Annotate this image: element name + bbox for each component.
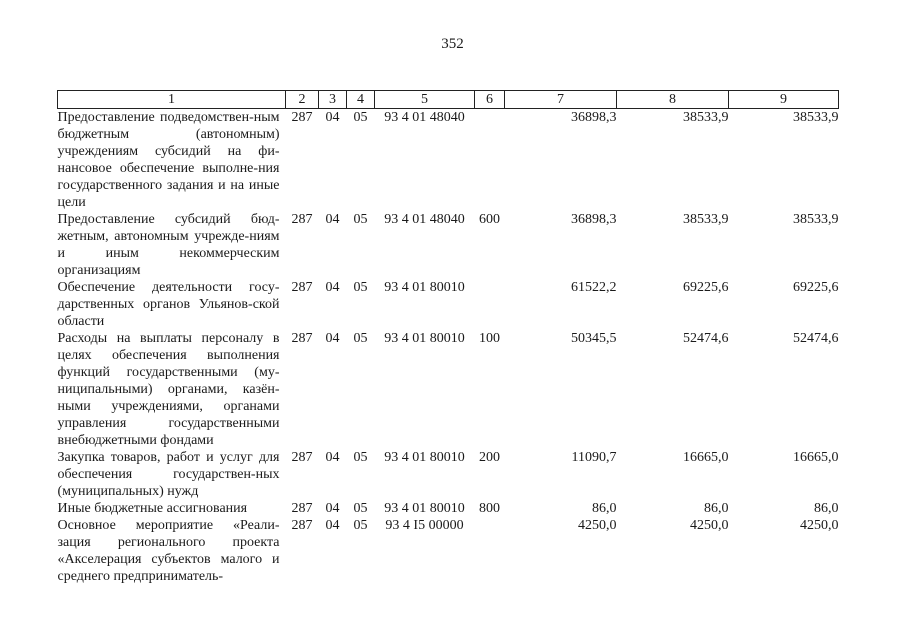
row-name: Предоставление подведомствен-ным бюджетным (автономным) учреждениям субсидий на фи-нансовое обеспечение выполне-ния государственного задания и на иные цели: [57, 110, 280, 210]
table-row: [58, 211, 839, 279]
cell-section: 04: [325, 280, 340, 295]
cell-value-7: 36898,3: [571, 212, 617, 227]
cell-value-7: 50345,5: [571, 331, 617, 346]
table-row: [58, 517, 839, 585]
table-row: [58, 279, 839, 330]
cell-expense-type: 100: [479, 331, 500, 346]
table-row: [58, 500, 839, 517]
row-name: Предоставление субсидий бюд-жетным, автономным учрежде-ниям и иным некоммерческим организациям: [57, 212, 280, 278]
cell-subsection: 05: [353, 110, 368, 125]
row-name: Закупка товаров, работ и услуг для обеспечения государствен-ных (муниципальных) нужд: [57, 450, 280, 499]
column-header: 7: [505, 91, 617, 109]
cell-expense-type: [475, 279, 505, 330]
cell-section: 04: [325, 518, 340, 533]
column-header: 3: [319, 91, 347, 109]
cell-value-9: 38533,9: [793, 212, 839, 227]
cell-ministry: 287: [291, 331, 313, 346]
cell-value-7: 4250,0: [578, 518, 617, 533]
cell-value-9: 4250,0: [800, 518, 839, 533]
row-name: Иные бюджетные ассигнования: [57, 501, 248, 516]
table-header-row: [58, 91, 839, 109]
cell-value-8: 86,0: [704, 501, 729, 516]
cell-value-7: 86,0: [592, 501, 617, 516]
cell-section: 04: [325, 450, 340, 465]
row-name: Расходы на выплаты персоналу в целях обеспечения выполнения функций государственными (му-ниципальными) органами, казён-ными учреждениями, органами управления государственными внебюджетными фондами: [57, 331, 280, 448]
cell-value-8: 4250,0: [690, 518, 729, 533]
cell-target-article: 93 4 01 80010: [384, 331, 465, 346]
cell-value-8: 38533,9: [683, 212, 729, 227]
cell-subsection: 05: [353, 501, 368, 516]
column-header: 1: [58, 91, 286, 109]
table-row: [58, 109, 839, 212]
column-header: 8: [617, 91, 729, 109]
table-row: [58, 449, 839, 500]
cell-ministry: 287: [291, 518, 313, 533]
cell-expense-type: 800: [479, 501, 500, 516]
cell-section: 04: [325, 110, 340, 125]
cell-value-8: 38533,9: [683, 110, 729, 125]
cell-subsection: 05: [353, 280, 368, 295]
cell-value-8: 16665,0: [683, 450, 729, 465]
cell-value-8: 69225,6: [683, 280, 729, 295]
cell-value-9: 69225,6: [793, 280, 839, 295]
cell-value-7: 11090,7: [571, 450, 617, 465]
row-name: Обеспечение деятельности госу-дарственных органов Ульянов-ской области: [57, 280, 280, 329]
cell-target-article: 93 4 01 48040: [384, 212, 465, 227]
column-header: 2: [286, 91, 319, 109]
column-header: 9: [729, 91, 839, 109]
cell-subsection: 05: [353, 518, 368, 533]
cell-target-article: 93 4 01 80010: [384, 280, 465, 295]
row-name: Основное мероприятие «Реали-зация регионального проекта «Акселерация субъектов малого и среднего предприниматель-: [57, 518, 280, 584]
cell-value-7: 36898,3: [571, 110, 617, 125]
cell-expense-type: [475, 109, 505, 212]
cell-ministry: 287: [291, 450, 313, 465]
page-number: 352: [441, 36, 464, 52]
cell-value-9: 52474,6: [793, 331, 839, 346]
cell-section: 04: [325, 501, 340, 516]
cell-target-article: 93 4 01 48040: [384, 110, 465, 125]
cell-ministry: 287: [291, 280, 313, 295]
cell-expense-type: [475, 517, 505, 585]
cell-section: 04: [325, 212, 340, 227]
cell-value-7: 61522,2: [571, 280, 617, 295]
cell-ministry: 287: [291, 212, 313, 227]
cell-ministry: 287: [291, 110, 313, 125]
cell-value-9: 16665,0: [793, 450, 839, 465]
cell-expense-type: 600: [479, 212, 500, 227]
cell-subsection: 05: [353, 212, 368, 227]
cell-value-8: 52474,6: [683, 331, 729, 346]
column-header: 4: [347, 91, 375, 109]
cell-target-article: 93 4 I5 00000: [385, 518, 464, 533]
cell-expense-type: 200: [479, 450, 500, 465]
column-header: 6: [475, 91, 505, 109]
cell-value-9: 86,0: [814, 501, 839, 516]
budget-table: [57, 90, 839, 585]
cell-subsection: 05: [353, 331, 368, 346]
cell-ministry: 287: [291, 501, 313, 516]
cell-target-article: 93 4 01 80010: [384, 450, 465, 465]
cell-value-9: 38533,9: [793, 110, 839, 125]
cell-subsection: 05: [353, 450, 368, 465]
table-row: [58, 330, 839, 449]
column-header: 5: [375, 91, 475, 109]
cell-section: 04: [325, 331, 340, 346]
cell-target-article: 93 4 01 80010: [384, 501, 465, 516]
